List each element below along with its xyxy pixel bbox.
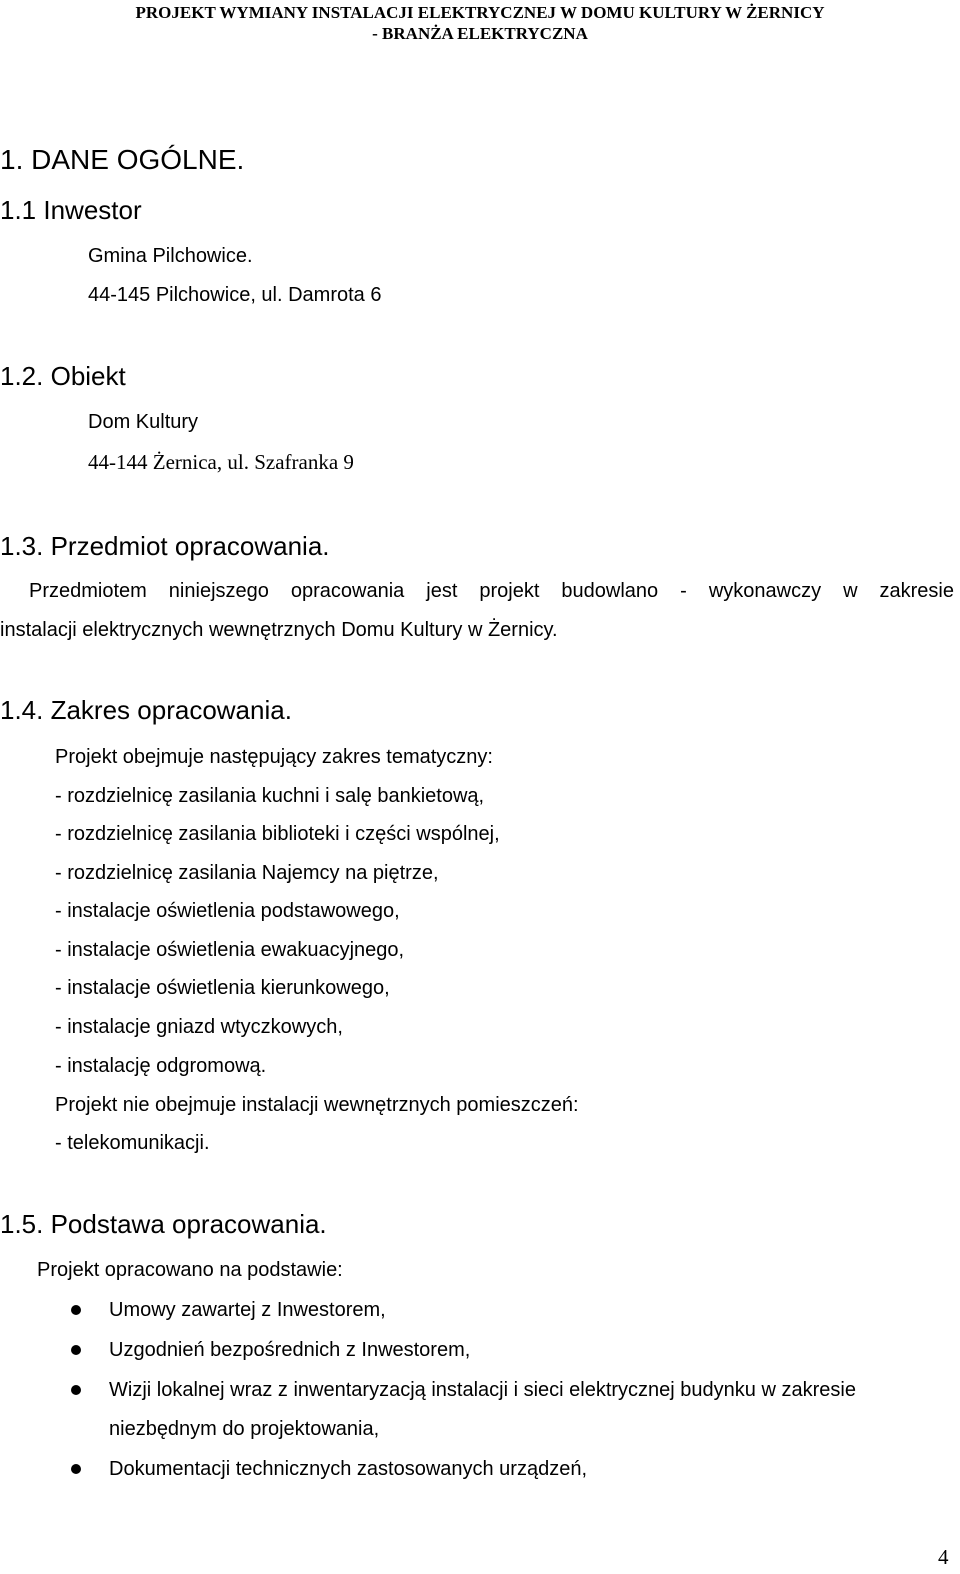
bullet-icon	[71, 1464, 81, 1474]
basis-item-continuation: niezbędnym do projektowania,	[109, 1418, 380, 1440]
basis-item: Wizji lokalnej wraz z inwentaryzacją instalacji i sieci elektrycznej budynku w zakresie	[109, 1379, 856, 1401]
object-address: 44-144 Żernica, ul. Szafranka 9	[88, 450, 354, 474]
investor-heading: 1.1 Inwestor	[0, 195, 142, 225]
object-name: Dom Kultury	[88, 411, 199, 433]
document-header	[0, 2, 960, 44]
header-subtitle: - BRANŻA ELEKTRYCZNA	[372, 24, 588, 43]
bullet-icon	[71, 1305, 81, 1315]
page-number: 4	[938, 1545, 949, 1569]
investor-address: 44-145 Pilchowice, ul. Damrota 6	[88, 284, 382, 306]
scope-item: - rozdzielnicę zasilania Najemcy na piętrze,	[55, 862, 439, 884]
basis-heading: 1.5. Podstawa opracowania.	[0, 1209, 327, 1239]
subject-text-line-2: instalacji elektrycznych wewnętrznych Domu Kultury w Żernicy.	[0, 619, 558, 641]
basis-item: Dokumentacji technicznych zastosowanych urządzeń,	[109, 1458, 588, 1480]
scope-heading: 1.4. Zakres opracowania.	[0, 695, 292, 725]
scope-item: - rozdzielnicę zasilania biblioteki i części wspólnej,	[55, 823, 500, 845]
bullet-icon	[71, 1345, 81, 1355]
subject-text-line-1: Przedmiotem niniejszego opracowania jest projekt budowlano - wykonawczy w zakresie	[29, 580, 954, 602]
basis-intro: Projekt opracowano na podstawie:	[37, 1259, 343, 1281]
header-title: PROJEKT WYMIANY INSTALACJI ELEKTRYCZNEJ W DOMU KULTURY W ŻERNICY	[135, 3, 825, 22]
subject-heading: 1.3. Przedmiot opracowania.	[0, 531, 330, 561]
scope-exclusion-intro: Projekt nie obejmuje instalacji wewnętrznych pomieszczeń:	[55, 1094, 579, 1116]
scope-item: - instalacje gniazd wtyczkowych,	[55, 1016, 343, 1038]
scope-intro: Projekt obejmuje następujący zakres tematyczny:	[55, 746, 493, 768]
scope-item: - instalacje oświetlenia podstawowego,	[55, 900, 400, 922]
investor-name: Gmina Pilchowice.	[88, 245, 253, 267]
basis-item: Umowy zawartej z Inwestorem,	[109, 1299, 386, 1321]
scope-item: - rozdzielnicę zasilania kuchni i salę bankietową,	[55, 785, 485, 807]
scope-exclusion-item: - telekomunikacji.	[55, 1132, 210, 1154]
bullet-icon	[71, 1385, 81, 1395]
object-heading: 1.2. Obiekt	[0, 361, 126, 391]
basis-item: Uzgodnień bezpośrednich z Inwestorem,	[109, 1339, 471, 1361]
scope-item: - instalacje oświetlenia kierunkowego,	[55, 977, 390, 999]
section-1-title: 1. DANE OGÓLNE.	[0, 144, 245, 175]
scope-item: - instalacje oświetlenia ewakuacyjnego,	[55, 939, 405, 961]
scope-item: - instalację odgromową.	[55, 1055, 267, 1077]
